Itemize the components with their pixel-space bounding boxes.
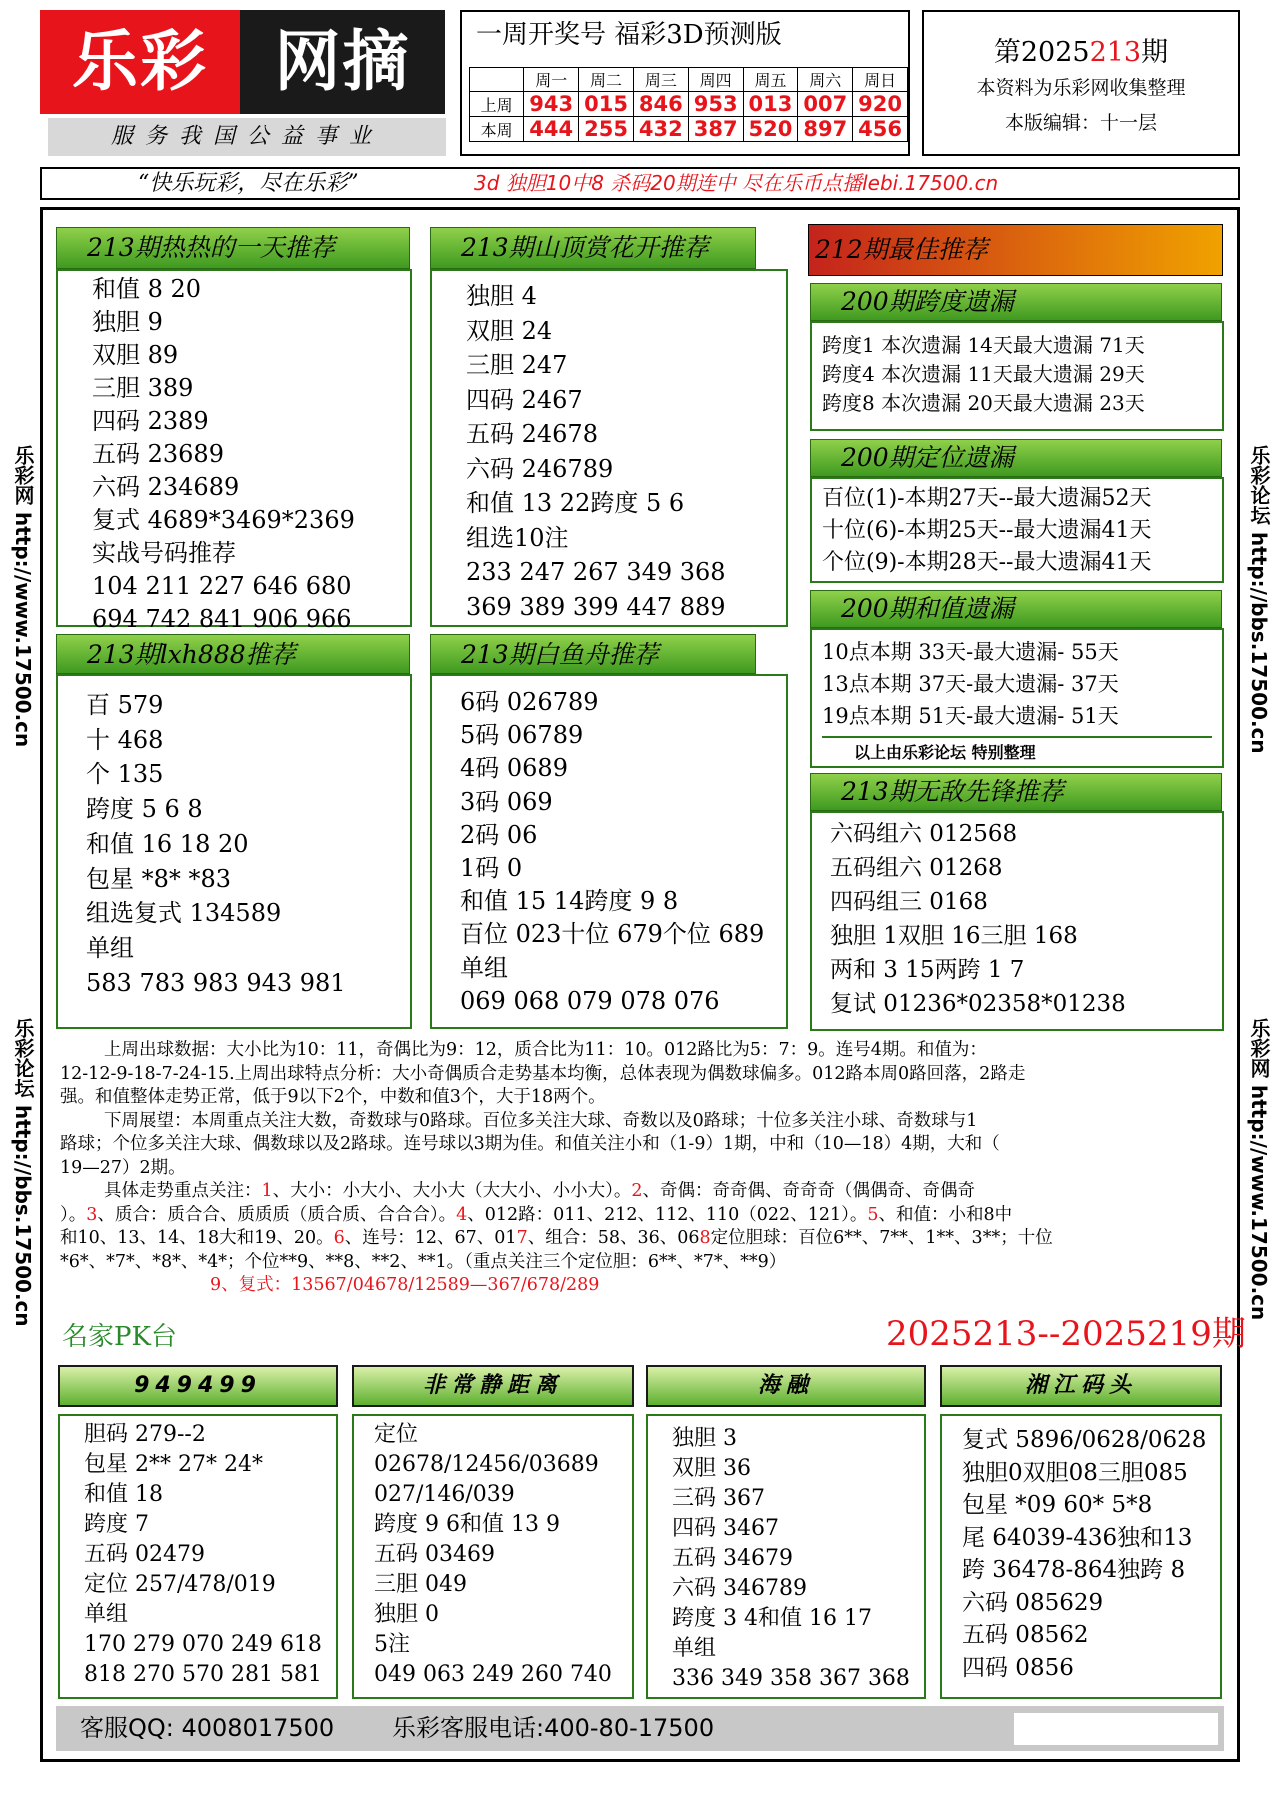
side-text-right-bottom: 乐彩网 http://www.17500.cn (1247, 1018, 1271, 1321)
list-item: 3码 069 (460, 787, 553, 816)
list-item: 五码 24678 (466, 420, 598, 448)
list-item: 单组 (86, 933, 134, 962)
list-item: 独胆 4 (466, 282, 537, 310)
draw-number: 387 (688, 117, 743, 142)
side-text-left-top: 乐彩网 http://www.17500.cn (11, 445, 35, 748)
list-item: 六码 085629 (962, 1589, 1104, 1616)
sum-note: 以上由乐彩论坛 特别整理 (854, 743, 1036, 762)
promo-link-text[interactable]: 3d 独胆10中8 杀码20期连中 尽在乐币点播lebi.17500.cn (474, 171, 999, 195)
list-item: 复式 4689*3469*2369 (92, 506, 355, 534)
list-item: 和值 16 18 20 (86, 829, 249, 858)
list-item: 三码 367 (672, 1486, 765, 1511)
list-item: 独胆 9 (92, 308, 163, 336)
day-header: 周二 (579, 68, 634, 92)
list-item: 百位 023十位 679个位 689 (460, 920, 765, 949)
analysis-line: 12-12-9-18-7-24-15.上周出球特点分析：大小奇偶质合走势基本均衡，总体表现为偶数球偏多。012路本周0路回落，2路走 (60, 1063, 1026, 1084)
list-item: 5注 (374, 1632, 410, 1657)
analysis-line: 和10、13、14、18大和19、20。6、连号：12、67、017、组合：58、36、068定位胆球：百位6**、7**、1**、3**；十位 (60, 1228, 1053, 1248)
panel-title: 213期山顶赏花开推荐 (430, 227, 756, 269)
weekly-draw-panel (460, 10, 910, 156)
list-item: 定位 257/478/019 (84, 1572, 276, 1597)
analysis-line: *6*、*7*、*8*、*4*；个位**9、**8、**2、**1。（重点关注三个定位胆：6**、*7*、**9） (60, 1251, 787, 1272)
list-item: 583 783 983 943 981 (86, 968, 346, 997)
list-item: 跨度 7 (84, 1512, 149, 1537)
list-item: 两和 3 15两跨 1 7 (830, 957, 1025, 983)
draw-number: 846 (633, 92, 688, 117)
list-item: 四码 3467 (672, 1516, 779, 1541)
list-item: 4码 0689 (460, 754, 568, 783)
list-item: 170 279 070 249 618 (84, 1632, 322, 1657)
logo-right-text: 网摘 (240, 10, 445, 114)
analysis-line: 下周展望：本周重点关注大数，奇数球与0路球。百位多关注大球、奇数以及0路球；十位多关注小球、奇数球与1 (104, 1110, 978, 1131)
list-item: 跨度 5 6 8 (86, 795, 203, 824)
list-item: 六码 346789 (672, 1576, 807, 1601)
list-item: 1码 0 (460, 854, 523, 883)
draw-number: 444 (524, 117, 579, 142)
day-header: 周四 (688, 68, 743, 92)
list-item: 2码 06 (460, 820, 538, 849)
analysis-line: 9、复式：13567/04678/12589—367/678/289 (210, 1275, 600, 1295)
service-qq: 客服QQ: 4008017500 (80, 1714, 335, 1742)
list-item: 049 063 249 260 740 (374, 1662, 612, 1687)
panel-title: 213期白鱼舟推荐 (430, 634, 756, 674)
panel-title: 213期热热的一天推荐 (56, 227, 410, 269)
list-item: 五码 03469 (374, 1542, 495, 1567)
list-item: 五码 23689 (92, 440, 224, 468)
pk-column-3 (646, 1414, 926, 1699)
draw-number: 456 (853, 117, 908, 142)
list-item: 单组 (84, 1602, 129, 1627)
weekly-draw-table (469, 67, 908, 142)
list-item: 胆码 279--2 (84, 1422, 206, 1447)
list-item: 104 211 227 646 680 (92, 572, 352, 600)
issue-number: 第2025213期 (993, 37, 1169, 68)
list-item: 02678/12456/03689 (374, 1452, 599, 1477)
issue-range: 2025213--2025219期 (886, 1314, 1246, 1354)
panel-title: 200期跨度遗漏 (810, 283, 1222, 321)
best-recommend-header: 212期最佳推荐 (808, 224, 1223, 276)
side-text-left-bottom: 乐彩论坛 http://bbs.17500.cn (11, 1018, 35, 1327)
footer-blank-box (1014, 1713, 1218, 1745)
day-header: 周六 (798, 68, 853, 92)
day-header: 周五 (743, 68, 798, 92)
pk-column-title: 949499 (58, 1365, 338, 1407)
panel-title: 213期lxh888推荐 (56, 634, 410, 674)
list-item: 818 270 570 281 581 (84, 1662, 322, 1687)
list-item: 尾 64039-436独和13 (962, 1524, 1193, 1551)
list-item: 个 135 (86, 760, 164, 789)
list-item: 复式 5896/0628/0628 (962, 1427, 1207, 1453)
list-item: 五码 02479 (84, 1542, 205, 1567)
list-item: 六码组六 012568 (830, 821, 1018, 847)
list-item: 个位(9)-本期28天--最大遗漏41天 (822, 550, 1152, 575)
analysis-line: 19—27）2期。 (60, 1157, 186, 1178)
list-item: 四码 2389 (92, 407, 209, 435)
service-phone: 乐彩客服电话:400-80-17500 (392, 1714, 715, 1742)
list-item: 包星 *09 60* 5*8 (962, 1492, 1153, 1518)
table-row (470, 92, 908, 117)
panel-title: 200期定位遗漏 (810, 439, 1222, 477)
list-item: 694 742 841 906 966 (92, 605, 352, 633)
list-item: 233 247 267 349 368 (466, 558, 726, 586)
list-item: 十 468 (86, 725, 164, 754)
draw-number: 953 (688, 92, 743, 117)
list-item: 跨度8 本次遗漏 20天最大遗漏 23天 (822, 391, 1145, 415)
draw-number: 920 (853, 92, 908, 117)
list-item: 包星 *8* *83 (86, 864, 232, 893)
pk-title: 名家PK台 (62, 1322, 177, 1352)
day-header: 周日 (853, 68, 908, 92)
list-item: 和值 13 22跨度 5 6 (466, 489, 685, 517)
list-item: 实战号码推荐 (92, 539, 236, 567)
list-item: 10点本期 33天-最大遗漏- 55天 (822, 640, 1119, 664)
list-item: 三胆 049 (374, 1572, 467, 1597)
list-item: 双胆 24 (466, 316, 553, 345)
list-item: 组选10注 (466, 523, 569, 552)
list-item: 独胆 0 (374, 1602, 439, 1627)
list-item: 百 579 (86, 691, 164, 719)
logo (40, 10, 447, 114)
list-item: 069 068 079 078 076 (460, 986, 720, 1015)
list-item: 跨 36478-864独跨 8 (962, 1557, 1186, 1583)
list-item: 跨度1 本次遗漏 14天最大遗漏 71天 (822, 333, 1145, 357)
list-item: 和值 15 14跨度 9 8 (460, 887, 679, 916)
panel-title: 213期无敌先锋推荐 (810, 773, 1222, 811)
list-item: 四码 2467 (466, 385, 583, 414)
list-item: 四码 0856 (962, 1654, 1074, 1681)
list-item: 双胆 89 (92, 341, 179, 369)
list-item: 六码 246789 (466, 454, 614, 483)
list-item: 包星 2** 27* 24* (84, 1452, 263, 1477)
recommend-panel-2 (430, 269, 788, 627)
list-item: 027/146/039 (374, 1482, 515, 1507)
draw-number: 013 (743, 92, 798, 117)
issue-note: 本资料为乐彩网收集整理 (976, 77, 1186, 99)
list-item: 独胆 1双胆 16三胆 168 (830, 923, 1078, 949)
weekly-draw-title: 一周开奖号 福彩3D预测版 (476, 20, 782, 50)
list-item: 369 389 399 447 889 (466, 592, 726, 621)
list-item: 5码 06789 (460, 721, 584, 750)
day-header: 周三 (633, 68, 688, 92)
list-item: 6码 026789 (460, 688, 599, 716)
pk-column-title: 湘江码头 (940, 1365, 1222, 1407)
draw-number: 520 (743, 117, 798, 142)
list-item: 五码 08562 (962, 1622, 1089, 1648)
list-item: 百位(1)-本期27天--最大遗漏52天 (822, 486, 1152, 511)
table-row (470, 117, 908, 142)
list-item: 复试 01236*02358*01238 (830, 991, 1126, 1017)
pk-column-2 (352, 1414, 634, 1699)
draw-number: 015 (579, 92, 634, 117)
pk-column-title: 非常静距离 (352, 1365, 634, 1407)
list-item: 跨度 3 4和值 16 17 (672, 1606, 872, 1631)
position-miss-panel (810, 477, 1224, 583)
panel-title: 200期和值遗漏 (810, 590, 1222, 628)
recommend-panel-3 (56, 674, 412, 1029)
row-label: 本周 (470, 117, 524, 142)
list-item: 跨度 9 6和值 13 9 (374, 1512, 560, 1537)
recommend-panel-1 (56, 269, 412, 633)
list-item: 19点本期 51天-最大遗漏- 51天 (822, 704, 1119, 728)
slogan: 服务我国公益事业 (48, 118, 446, 156)
analysis-text (60, 1039, 1220, 1298)
list-item: 四码组三 0168 (830, 889, 988, 915)
draw-number: 007 (798, 92, 853, 117)
list-item: 和值 18 (84, 1482, 163, 1507)
list-item: 十位(6)-本期25天--最大遗漏41天 (822, 518, 1152, 543)
analysis-line: 具体走势重点关注：1、大小：小大小、大小大（大大小、小小大）。2、奇偶：奇奇偶、奇奇奇（偶偶奇、奇偶奇 (104, 1181, 976, 1201)
logo-left-text: 乐彩 (40, 10, 240, 114)
issue-panel (922, 10, 1240, 156)
list-item: 13点本期 37天-最大遗漏- 37天 (822, 672, 1119, 696)
draw-number: 897 (798, 117, 853, 142)
list-item: 单组 (672, 1636, 717, 1661)
recommend-panel-4 (430, 674, 788, 1029)
list-item: 336 349 358 367 368 (672, 1666, 910, 1691)
list-item: 定位 (374, 1422, 419, 1447)
sum-miss-panel (810, 628, 1224, 768)
span-miss-panel (810, 321, 1224, 431)
table-cell (470, 68, 524, 92)
list-item: 五码 34679 (672, 1546, 793, 1571)
analysis-line: 强。和值整体走势正常，低于9以下2个，中数和值3个，大于18两个。 (60, 1087, 606, 1107)
draw-number: 432 (633, 117, 688, 142)
list-item: 独胆0双胆08三胆085 (962, 1459, 1188, 1486)
pk-column-title: 海融 (646, 1365, 926, 1407)
list-item: 单组 (460, 953, 508, 982)
analysis-line: 上周出球数据：大小比为10：11，奇偶比为9：12，质合比为11：10。012路比为5：7：9。连号4期。和值为： (104, 1040, 987, 1060)
recommend-panel-5 (810, 811, 1224, 1031)
list-item: 三胆 247 (466, 351, 568, 379)
row-label: 上周 (470, 92, 524, 117)
analysis-line: ）。3、质合：质合合、质质质（质合质、合合合）。4、012路：011、212、112、110（022、121）。5、和值：小和8中 (60, 1204, 1013, 1225)
table-row (470, 68, 908, 92)
draw-number: 255 (579, 117, 634, 142)
side-text-right-top: 乐彩论坛 http://bbs.17500.cn (1247, 445, 1271, 754)
list-item: 五码组六 01268 (830, 855, 1003, 881)
list-item: 三胆 389 (92, 374, 194, 402)
pk-column-1 (58, 1414, 338, 1699)
list-item: 组选复式 134589 (86, 899, 282, 928)
footer-bar (56, 1706, 1224, 1751)
list-item: 和值 8 20 (92, 275, 202, 303)
promo-bar (40, 167, 1240, 200)
issue-editor: 本版编辑：十一层 (1004, 112, 1157, 134)
pk-column-4 (940, 1414, 1222, 1699)
analysis-line: 路球；个位多关注大球、偶数球以及2路球。连号球以3期为佳。和值关注小和（1-9）1期，中和（10—18）4期，大和（ (60, 1134, 1000, 1154)
list-item: 跨度4 本次遗漏 11天最大遗漏 29天 (822, 362, 1145, 386)
day-header: 周一 (524, 68, 579, 92)
list-item: 独胆 3 (672, 1426, 737, 1451)
list-item: 六码 234689 (92, 473, 240, 501)
draw-number: 943 (524, 92, 579, 117)
promo-quote: “快乐玩彩，尽在乐彩” (138, 171, 359, 196)
list-item: 双胆 36 (672, 1456, 751, 1481)
